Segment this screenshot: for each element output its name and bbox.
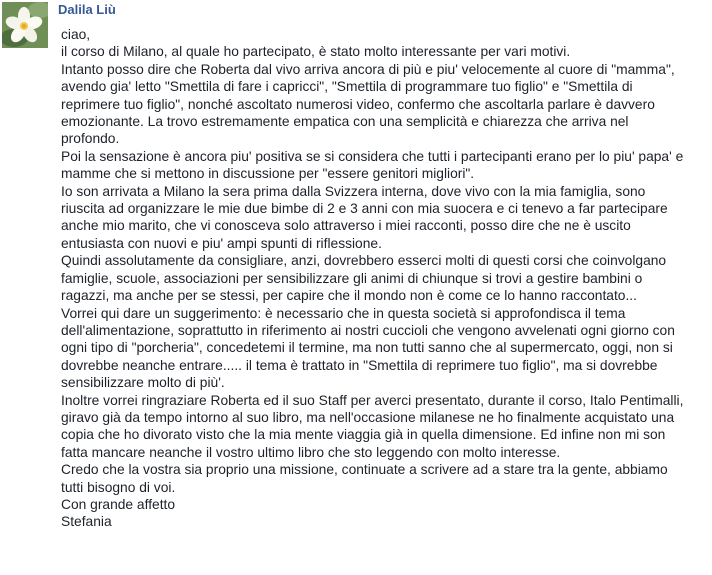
comment-text-line: dovrebbe neanche entrare..... il tema è trattato in "Smettila di reprimere tuo figlio", ma si dovrebbe <box>61 357 658 373</box>
comment-text-line: Credo che la vostra sia proprio una missione, continuate a scrivere ad a stare tra la gente, abbiamo <box>61 462 668 478</box>
comment-text-line: mamme che si mettono in discussione per "essere genitori migliori". <box>61 166 475 182</box>
comment-text-line: giravo già da tempo intorno al suo libro, ma nell'occasione milanese ne ho finalmente acquistato una <box>61 409 675 425</box>
comment-text-line: tutti bisogno di voi. <box>61 479 176 495</box>
comment-text-line: copia che ho divorato visto che la mia mente viaggia già in quella dimensione. Ed infine non mi son <box>61 427 666 443</box>
comment-text-line: ragazzi, ma anche per se stessi, per capire che il mondo non è come ce lo hanno raccontato... <box>61 288 637 304</box>
comment-text-line: riuscita ad organizzare le mie due bimbe di 2 e 3 anni con mia suocera e ci tenevo a far partecipare <box>61 201 668 217</box>
comment-text-line: fatta mancare neanche il vostro ultimo libro che sto leggendo con molto interesse. <box>61 444 561 460</box>
comment-text-line: Io son arrivata a Milano la sera prima dalla Svizzera interna, dove vivo con la mia famiglia, sono <box>61 183 646 199</box>
comment-text-line: avendo gia' letto "Smettila di fare i capricci", "Smettila di programmare tuo figlio" e "Smettila di <box>61 79 633 95</box>
comment-text-line: entusiasta con nuovi e piu' ampi spunti di riflessione. <box>61 235 382 251</box>
author-name[interactable]: Dalila Liù <box>58 2 116 17</box>
comment-text-line: Inoltre vorrei ringraziare Roberta ed il suo Staff per averci presentato, durante il corso, Italo Pentimalli, <box>61 392 684 408</box>
comment-text-line: famiglie, scuole, associazioni per sensibilizzare gli animi di chiunque si trovi a gestire bambini o <box>61 270 643 286</box>
comment-text-line: emozionante. La trovo estremamente empatica con una semplicità e chiarezza che arriva nel <box>61 114 629 130</box>
comment-text-line: sensibilizzare molto di più'. <box>61 375 225 391</box>
comment-text-line: profondo. <box>61 131 120 147</box>
white-flower-avatar-icon <box>2 2 48 48</box>
comment-body <box>61 26 711 531</box>
comment-text-line: anche mio marito, che vi conosceva solo attraverso i miei racconti, posso dire che ne è uscito <box>61 218 631 234</box>
comment-text-line: Stefania <box>61 514 112 530</box>
comment-text-line: ogni tipo di "porcheria", concedetemi il termine, ma non tutti sanno che al supermercato, oggi, non si <box>61 340 673 356</box>
avatar[interactable] <box>2 2 48 48</box>
comment-text-line: Intanto posso dire che Roberta dal vivo arriva ancora di più e piu' velocemente al cuore di "mamma", <box>61 61 675 77</box>
comment-text-line: Poi la sensazione è ancora piu' positiva se si considera che tutti i partecipanti erano per lo piu' papa' e <box>61 148 684 164</box>
comment-text-line: Vorrei qui dare un suggerimento: è necessario che in questa società si approfondisca il tema <box>61 305 626 321</box>
comment-text-line: dell'alimentazione, soprattutto in riferimento ai nostri cuccioli che vengono avvelenati ogni giorno con <box>61 322 675 338</box>
comment-text-line: Con grande affetto <box>61 496 176 512</box>
comment-text-line: reprimere tuo figlio", nonché ascoltato numerosi video, confermo che ascoltarla parlare è davvero <box>61 96 655 112</box>
comment-text-line: il corso di Milano, al quale ho partecipato, è stato molto interessante per vari motivi. <box>61 44 571 60</box>
comment-text-line: ciao, <box>61 27 91 42</box>
comment-text-line: Quindi assolutamente da consigliare, anzi, dovrebbero esserci molti di questi corsi che coinvolgano <box>61 253 667 269</box>
